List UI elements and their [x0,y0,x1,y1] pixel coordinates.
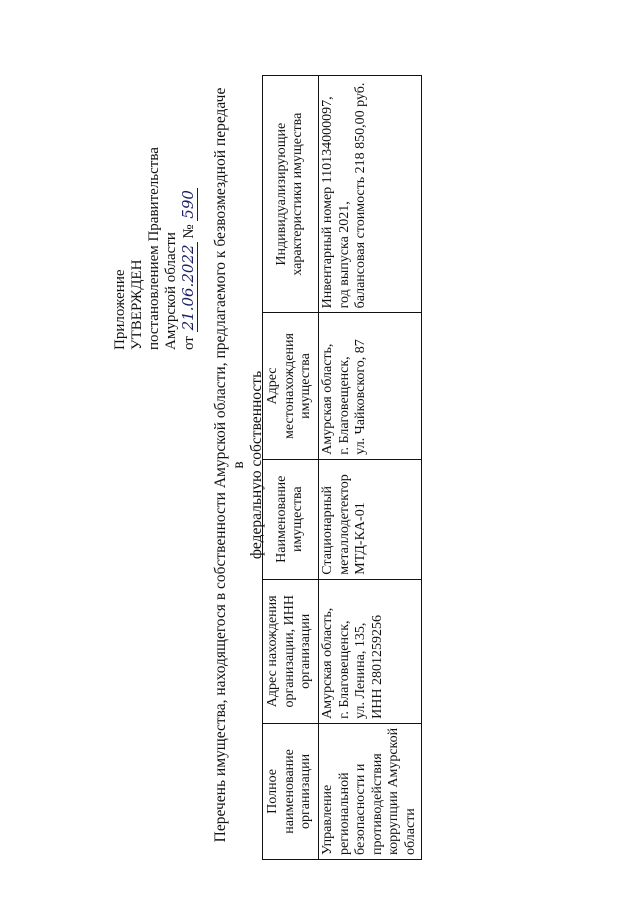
handwritten-date: 21.06.2022 [179,244,197,331]
title-line-2: федеральную собственность [248,370,265,560]
property-table [262,75,422,860]
handwritten-number: 590 [179,190,197,219]
cell-characteristics [319,76,422,313]
org-name-line: коррупции Амурской [386,727,401,855]
org-address-line: Амурская область, [320,607,335,719]
org-name-line: региональной [336,772,352,855]
cell-org-address [319,579,422,723]
date-prefix: от [181,336,197,350]
title-line-1: Перечень имущества, находящегося в собственности Амурской области, предлагаемого к безвозмездной передаче в [212,87,247,843]
approval-resolution: постановлением Правительства [146,147,162,350]
characteristics-line: Инвентарный номер 110134000097, [320,96,335,309]
org-address-line: ул. Ленина, 135, [353,622,368,719]
characteristics-line: балансовая стоимость 218 850,00 руб. [353,82,368,309]
approval-region: Амурской области [163,232,179,350]
property-name-line: Стационарный [320,485,335,575]
header-org-address: Адрес нахождения организации, ИНН организации [263,579,319,723]
org-address-line: г. Благовещенск, [336,620,352,719]
property-address-line: ул. Чайковского, 87 [353,339,368,455]
number-prefix: № [181,224,197,239]
header-org-name: Полное наименование организации [263,723,319,859]
org-name-line: безопасности и [353,763,368,855]
org-name-line: области [402,808,418,855]
approval-block [112,50,198,350]
approval-approved: УТВЕРЖДЕН [129,259,145,350]
cell-property-address [319,313,422,459]
header-property-name: Наименование имущества [263,459,319,579]
characteristics-line: год выпуска 2021, [336,201,352,309]
org-name-line: Управление [320,784,335,855]
property-address-line: г. Благовещенск, [336,356,352,455]
org-address-line: ИНН 2801259256 [369,615,385,719]
property-name-line: металлодетектор [336,474,352,575]
property-address-line: Амурская область, [320,343,335,455]
org-name-line: противодействия [369,753,385,855]
approval-date-line [180,50,198,350]
document-title [212,85,266,845]
cell-property-name [319,459,422,579]
property-name-line: МТД-КА-01 [353,502,368,575]
header-characteristics: Индивидуализирующие характеристики имущества [263,76,319,313]
cell-org-name [319,723,422,859]
header-property-address: Адрес местонахождения имущества [263,313,319,459]
table-header-row [263,76,319,860]
table-row [319,76,422,860]
approval-appendix: Приложение [112,269,128,350]
